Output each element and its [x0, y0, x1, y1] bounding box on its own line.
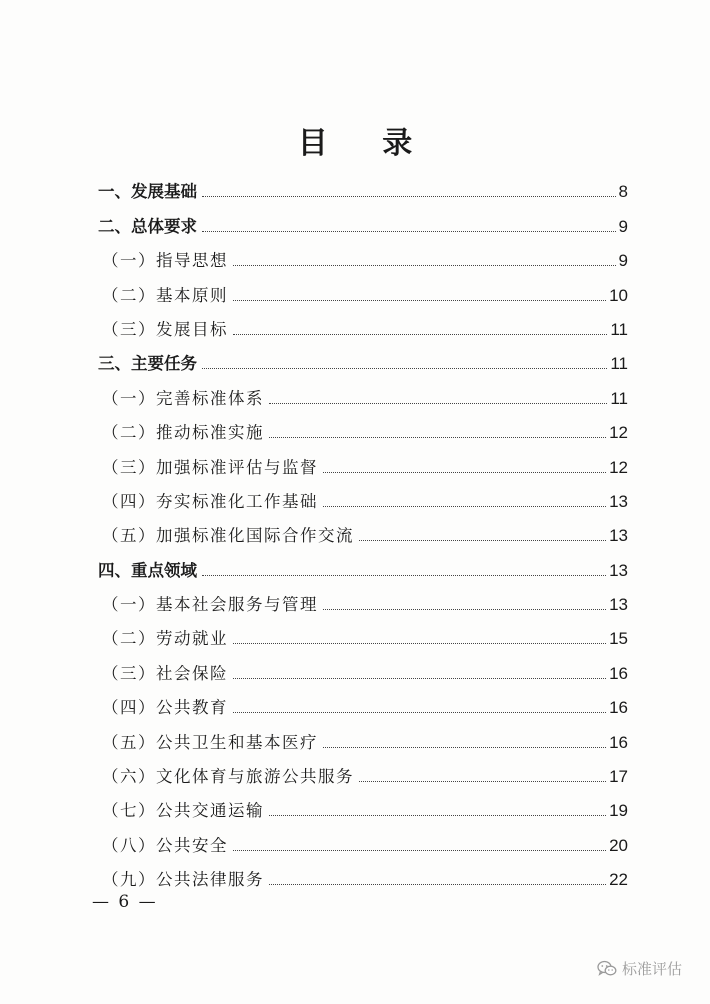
toc-entry-page-number: 12	[609, 423, 628, 443]
toc-entry-label: （二）劳动就业	[102, 629, 228, 649]
toc-entry-page-number: 11	[610, 388, 628, 408]
dot-leader	[269, 815, 606, 816]
toc-section-row[interactable]	[98, 170, 628, 204]
toc-entry-label: 四、重点领域	[98, 560, 197, 580]
toc-entry-label: （九）公共法律服务	[102, 870, 264, 890]
toc-section-row[interactable]	[98, 548, 628, 582]
toc-subsection-row[interactable]	[98, 789, 628, 823]
toc-entry-page-number: 9	[618, 216, 628, 236]
toc-entry-page-number: 13	[609, 491, 628, 511]
dot-leader	[269, 884, 606, 885]
toc-entry-label: （一）基本社会服务与管理	[102, 595, 318, 615]
dot-leader	[202, 575, 606, 576]
dot-leader	[233, 334, 607, 335]
toc-entry-label: （六）文化体育与旅游公共服务	[102, 767, 354, 787]
toc-subsection-row[interactable]	[98, 308, 628, 342]
toc-entry-page-number: 8	[618, 182, 628, 202]
toc-section-row[interactable]	[98, 342, 628, 376]
toc-subsection-row[interactable]	[98, 823, 628, 857]
toc-entry-page-number: 15	[609, 629, 628, 649]
toc-subsection-row[interactable]	[98, 720, 628, 754]
toc-entry-label: （一）指导思想	[102, 251, 228, 271]
toc-entry-label: （三）社会保险	[102, 663, 228, 683]
dot-leader	[269, 437, 606, 438]
toc-entry-label: （三）加强标准评估与监督	[102, 457, 318, 477]
toc-entry-page-number: 13	[609, 595, 628, 615]
toc-entry-label: （一）完善标准体系	[102, 388, 264, 408]
dot-leader	[233, 850, 606, 851]
dot-leader	[233, 643, 606, 644]
toc-entry-label: （五）加强标准化国际合作交流	[102, 526, 354, 546]
toc-subsection-row[interactable]	[98, 514, 628, 548]
toc-entry-page-number: 10	[609, 285, 628, 305]
toc-subsection-row[interactable]	[98, 376, 628, 410]
dot-leader	[269, 403, 607, 404]
toc-entry-page-number: 11	[610, 319, 628, 339]
toc-subsection-row[interactable]	[98, 411, 628, 445]
dot-leader	[323, 506, 606, 507]
toc-entry-page-number: 9	[618, 251, 628, 271]
dot-leader	[202, 231, 616, 232]
toc-entry-page-number: 13	[609, 560, 628, 580]
dot-leader	[323, 609, 606, 610]
table-of-contents	[98, 170, 628, 892]
dot-leader	[323, 472, 606, 473]
watermark-text: 标准评估	[621, 960, 682, 978]
toc-entry-label: （四）公共教育	[102, 698, 228, 718]
dot-leader	[233, 300, 606, 301]
toc-section-row[interactable]	[98, 204, 628, 238]
dot-leader	[323, 747, 606, 748]
toc-entry-label: （四）夯实标准化工作基础	[102, 491, 318, 511]
page-title: 目 录	[297, 126, 435, 161]
toc-entry-page-number: 20	[609, 835, 628, 855]
toc-entry-page-number: 12	[609, 457, 628, 477]
toc-subsection-row[interactable]	[98, 480, 628, 514]
toc-subsection-row[interactable]	[98, 273, 628, 307]
toc-entry-label: （七）公共交通运输	[102, 801, 264, 821]
toc-subsection-row[interactable]	[98, 686, 628, 720]
dot-leader	[202, 196, 616, 197]
toc-entry-page-number: 16	[609, 698, 628, 718]
toc-entry-label: 二、总体要求	[98, 216, 197, 236]
toc-subsection-row[interactable]	[98, 239, 628, 273]
wechat-icon	[597, 960, 617, 977]
toc-entry-page-number: 13	[609, 526, 628, 546]
toc-subsection-row[interactable]	[98, 583, 628, 617]
page-number-footer: — 6 —	[92, 892, 158, 912]
toc-subsection-row[interactable]	[98, 445, 628, 479]
toc-entry-page-number: 19	[609, 801, 628, 821]
toc-entry-label: （八）公共安全	[102, 835, 228, 855]
toc-entry-page-number: 16	[609, 732, 628, 752]
toc-entry-page-number: 11	[610, 354, 628, 374]
toc-entry-page-number: 16	[609, 663, 628, 683]
toc-entry-label: （三）发展目标	[102, 319, 228, 339]
toc-entry-page-number: 22	[609, 870, 628, 890]
dot-leader	[233, 712, 606, 713]
dot-leader	[359, 781, 606, 782]
watermark	[597, 958, 682, 979]
toc-subsection-row[interactable]	[98, 858, 628, 892]
dot-leader	[202, 368, 607, 369]
toc-entry-label: （五）公共卫生和基本医疗	[102, 732, 318, 752]
dot-leader	[359, 540, 606, 541]
dot-leader	[233, 265, 616, 266]
toc-subsection-row[interactable]	[98, 651, 628, 685]
toc-entry-label: （二）推动标准实施	[102, 423, 264, 443]
toc-entry-label: （二）基本原则	[102, 285, 228, 305]
toc-entry-label: 三、主要任务	[98, 354, 197, 374]
dot-leader	[233, 678, 606, 679]
toc-subsection-row[interactable]	[98, 755, 628, 789]
toc-entry-label: 一、发展基础	[98, 182, 197, 202]
toc-subsection-row[interactable]	[98, 617, 628, 651]
toc-entry-page-number: 17	[609, 767, 628, 787]
